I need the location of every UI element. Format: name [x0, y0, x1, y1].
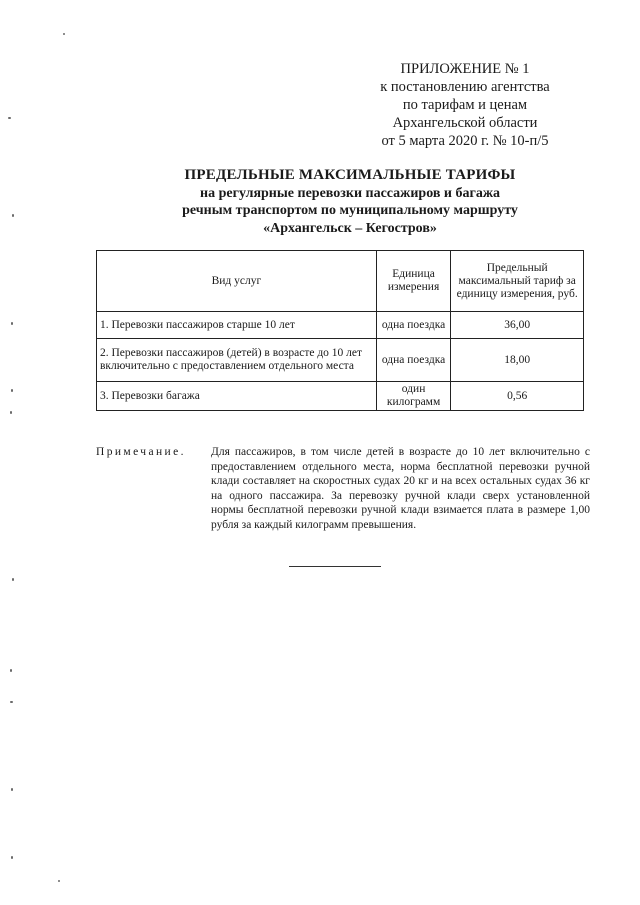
scan-speck — [63, 33, 65, 35]
cell-unit: одна поездка — [376, 312, 451, 339]
header-tariff: Предельный максимальный тариф за единицу измерения, руб. — [451, 251, 584, 312]
closing-divider — [289, 566, 381, 567]
appendix-date-line: от 5 марта 2020 г. № 10-п/5 — [381, 133, 549, 149]
scan-speck — [11, 389, 13, 392]
appendix-number: ПРИЛОЖЕНИЕ № 1 — [400, 61, 530, 77]
scan-speck — [10, 701, 13, 703]
note-text: Для пассажиров, в том числе детей в возрасте до 10 лет включительно с предоставлением отдельного места, норма бесплатной перевозки ручной клади составляет на скоростных судах 20 кг и на всех остальных судах 36 кг на одного пассажира. За перевозку ручной клади сверх установленной нормы бесплатной перевозки ручной клади взимается плата в размере 1,00 рубля за каждый килограмм превышения. — [211, 446, 590, 531]
scan-speck — [58, 880, 60, 882]
appendix-region-line: Архангельской области — [392, 115, 538, 131]
title-route: «Архангельск – Кегостров» — [263, 220, 437, 236]
cell-tariff: 36,00 — [451, 312, 584, 339]
scan-speck — [12, 578, 14, 581]
appendix-resolution-line: к постановлению агентства — [380, 79, 550, 95]
scan-speck — [11, 322, 13, 325]
table-header-row — [97, 251, 584, 312]
scan-speck — [11, 788, 13, 791]
document-title — [90, 167, 610, 237]
title-line-2: на регулярные перевозки пассажиров и багажа — [200, 185, 500, 201]
cell-unit: один килограмм — [376, 382, 451, 411]
scan-speck — [10, 669, 12, 672]
cell-unit: одна поездка — [376, 339, 451, 382]
cell-tariff: 0,56 — [451, 382, 584, 411]
table-row — [97, 382, 584, 411]
cell-service: 2. Перевозки пассажиров (детей) в возрасте до 10 лет включительно с предоставлением отдельного места — [97, 339, 377, 382]
scan-speck — [12, 214, 14, 217]
appendix-agency-line: по тарифам и ценам — [402, 97, 528, 113]
note-label: Примечание. — [96, 446, 186, 458]
scan-speck — [8, 117, 11, 119]
tariff-table — [96, 250, 584, 411]
header-service: Вид услуг — [97, 251, 377, 312]
title-main: ПРЕДЕЛЬНЫЕ МАКСИМАЛЬНЫЕ ТАРИФЫ — [184, 167, 516, 183]
scan-speck — [10, 411, 12, 414]
cell-service: 1. Перевозки пассажиров старше 10 лет — [97, 312, 377, 339]
cell-tariff: 18,00 — [451, 339, 584, 382]
appendix-header — [360, 60, 570, 150]
table-row — [97, 339, 584, 382]
scan-speck — [11, 856, 13, 859]
header-unit: Единица измерения — [376, 251, 451, 312]
title-line-3: речным транспортом по муниципальному маршруту — [182, 203, 518, 218]
table-row — [97, 312, 584, 339]
cell-service: 3. Перевозки багажа — [97, 382, 377, 411]
